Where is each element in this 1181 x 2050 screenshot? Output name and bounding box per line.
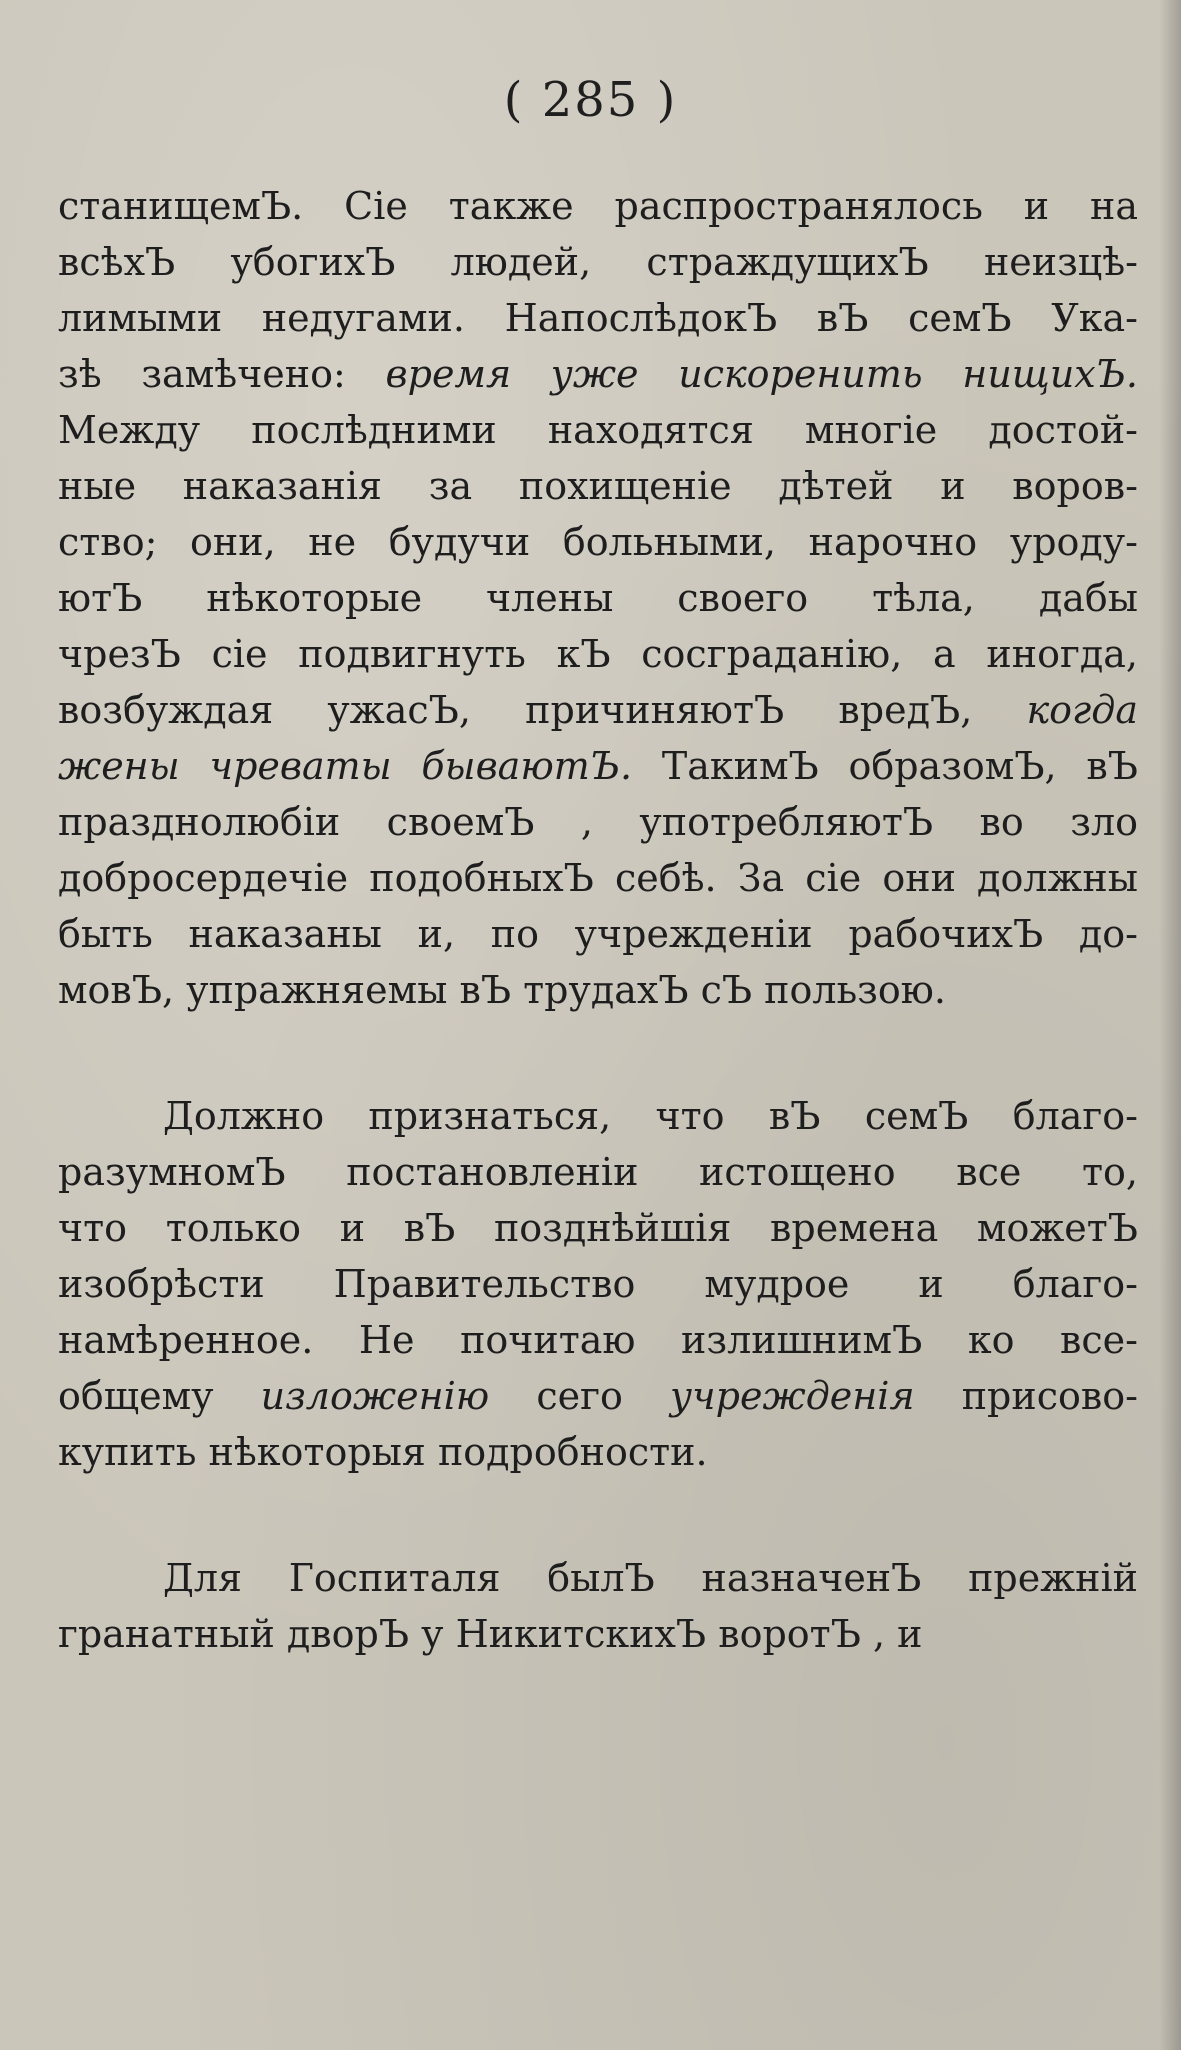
paragraph — [58, 1088, 1138, 1480]
text-line — [58, 962, 1138, 1018]
text-segment: возбуждая ужасЪ, причиняютЪ вредЪ, — [58, 688, 1027, 732]
text-segment: разумномЪ постановленіи истощено все то, — [58, 1150, 1138, 1194]
text-segment: сего — [489, 1374, 670, 1418]
text-segment: всѣхЪ убогихЪ людей, страждущихЪ неизцѣ- — [58, 240, 1138, 284]
italic-text-segment: когда — [1026, 688, 1138, 732]
text-line — [58, 1424, 1138, 1480]
text-line — [58, 346, 1138, 402]
text-line — [58, 1200, 1138, 1256]
text-line — [58, 1312, 1138, 1368]
text-segment: ные наказанія за похищеніе дѣтей и воров- — [58, 464, 1138, 508]
page-number: ( 285 ) — [503, 72, 678, 128]
text-line — [58, 906, 1138, 962]
text-line — [58, 1550, 1138, 1606]
text-segment: присово- — [914, 1374, 1138, 1418]
paragraph — [58, 178, 1138, 1018]
text-segment: общему — [58, 1374, 261, 1418]
text-line — [58, 1256, 1138, 1312]
text-line — [58, 234, 1138, 290]
text-segment: купить нѣкоторыя подробности. — [58, 1430, 708, 1474]
page-body — [58, 178, 1138, 1662]
text-line — [58, 850, 1138, 906]
text-segment: что только и вЪ позднѣйшія времена можетЪ — [58, 1206, 1138, 1250]
text-line — [58, 682, 1138, 738]
text-segment: празднолюбіи своемЪ , употребляютЪ во зло — [58, 800, 1138, 844]
text-line — [58, 514, 1138, 570]
text-segment: гранатный дворЪ у НикитскихЪ воротЪ , и — [58, 1612, 923, 1656]
text-line — [58, 458, 1138, 514]
text-segment: чрезЪ сіе подвигнуть кЪ сосграданію, а иногда, — [58, 632, 1138, 676]
text-segment: ютЪ нѣкоторые члены своего тѣла, дабы — [58, 576, 1138, 620]
text-line — [58, 570, 1138, 626]
text-segment: мовЪ, упражняемы вЪ трудахЪ сЪ пользою. — [58, 968, 946, 1012]
text-line — [58, 794, 1138, 850]
paragraph — [58, 1550, 1138, 1662]
italic-text-segment: жены чреваты бываютЪ. — [58, 744, 633, 788]
text-line — [58, 1144, 1138, 1200]
text-line — [58, 738, 1138, 794]
text-segment: Для Госпиталя былЪ назначенЪ прежній — [163, 1556, 1138, 1600]
italic-text-segment: учрежденія — [670, 1374, 915, 1418]
text-segment: ТакимЪ образомЪ, вЪ — [632, 744, 1138, 788]
text-line — [58, 1088, 1138, 1144]
text-segment: Должно признаться, что вЪ семЪ благо- — [163, 1094, 1138, 1138]
italic-text-segment: время уже искоренить нищихЪ. — [385, 352, 1139, 396]
text-line — [58, 626, 1138, 682]
text-segment: лимыми недугами. НапослѣдокЪ вЪ семЪ Ука- — [58, 296, 1138, 340]
text-line — [58, 1368, 1138, 1424]
text-segment: добросердечіе подобныхЪ себѣ. За сіе они должны — [58, 856, 1138, 900]
text-segment: ство; они, не будучи больными, нарочно уроду- — [58, 520, 1138, 564]
text-segment: изобрѣсти Правительство мудрое и благо- — [58, 1262, 1138, 1306]
paragraph-gap — [58, 1480, 1138, 1550]
page-edge-shadow — [1159, 0, 1181, 2050]
text-segment: быть наказаны и, по учрежденіи рабочихЪ до- — [58, 912, 1138, 956]
text-line — [58, 1606, 1138, 1662]
text-segment: станищемЪ. Сіе также распространялось и на — [58, 184, 1138, 228]
text-line — [58, 402, 1138, 458]
text-line — [58, 290, 1138, 346]
text-segment: зѣ замѣчено: — [58, 352, 386, 396]
paragraph-gap — [58, 1018, 1138, 1088]
text-segment: Между послѣдними находятся многіе достой- — [58, 408, 1138, 452]
text-line — [58, 178, 1138, 234]
italic-text-segment: изложенію — [260, 1374, 490, 1418]
text-segment: намѣренное. Не почитаю излишнимЪ ко все- — [58, 1318, 1138, 1362]
